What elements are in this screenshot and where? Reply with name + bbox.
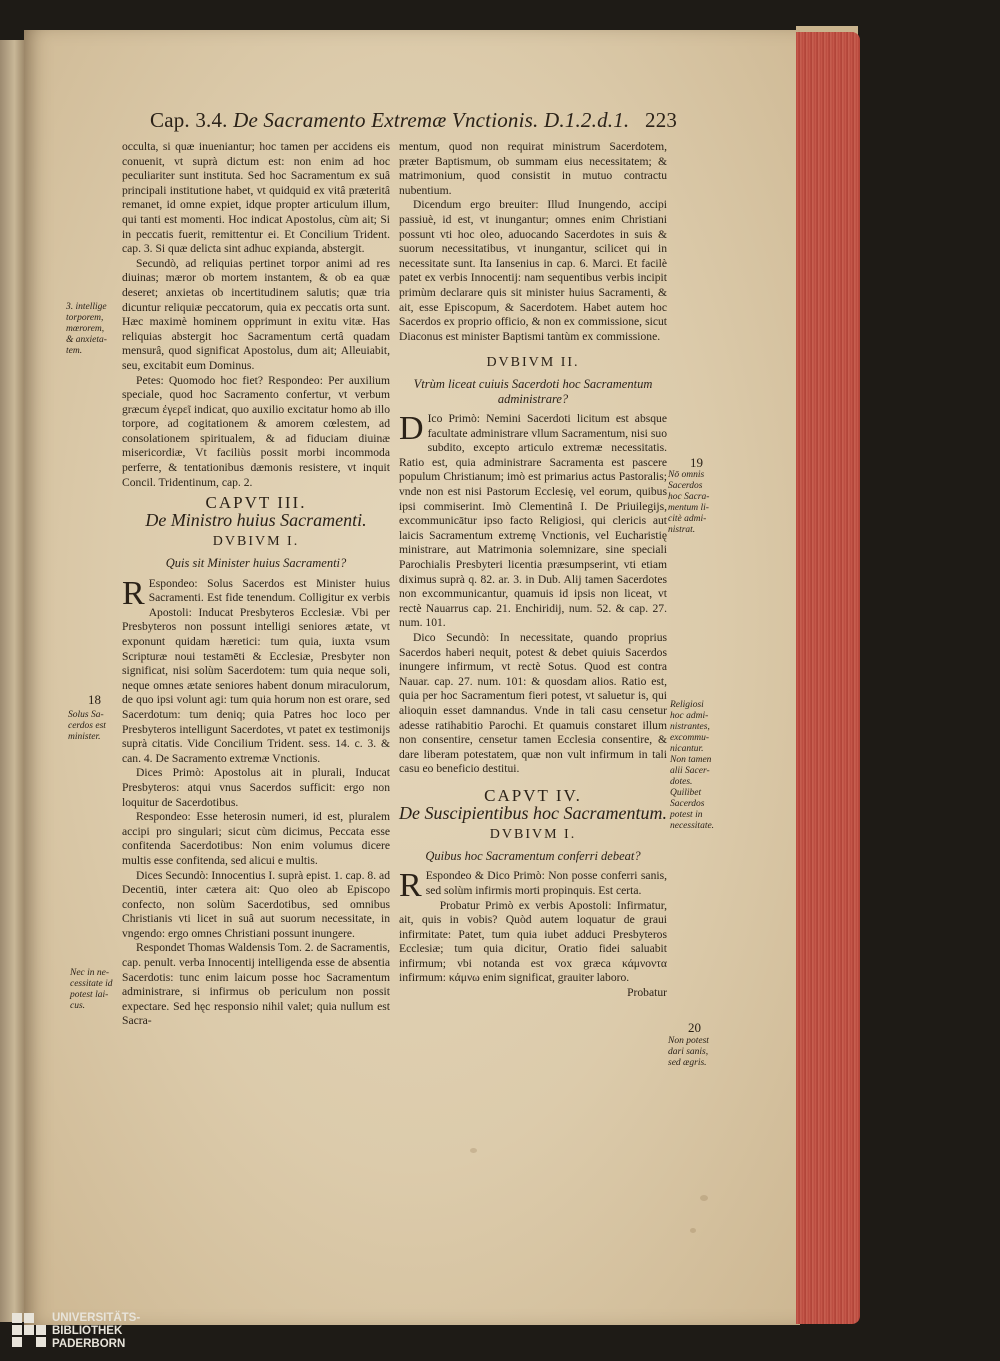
- paragraph: Espondeo & Dico Primò: Non posse conferri sanis, sed solùm infirmis morti propinquis. Est certa.: [425, 869, 667, 897]
- drop-capital: D: [399, 410, 424, 448]
- dubium-heading: DVBIVM I.: [489, 827, 577, 843]
- catchword: Probatur: [627, 986, 667, 1000]
- header-title: De Sacramento Extremæ Vnctionis.: [233, 108, 539, 132]
- chapter-heading: CAPVT III.: [205, 493, 307, 513]
- library-logo-text: [52, 1312, 140, 1351]
- margin-note: Solus Sa- cerdos est minister.: [68, 710, 106, 742]
- paragraph: Secundò, ad reliquias pertinet torpor animi ad res diuinas; mæror ob mortem instantem, & ob ea quæ deseret; anxietas ob incertitudinem salutis; quæ tria dicuntur reliquiæ peccatorum, quia ex peccatis orta sunt. Hæc maximè hominem opprimunt in exitu vitæ. Has reliquias abstergit hoc Sacramentum certâ quadam mensurâ, quod significat Apostolus, dum ait; Alleuiabit, seu, excitabit eum Dominus.: [122, 256, 390, 372]
- paragraph: Dices Secundò: Innocentius I. suprà epist. 1. cap. 8. ad Decentiū, inter cætera ait: Quo oleo ab Episcopo confecto, non solùm Sacerdotibus, sed omnibus Christianis vti licet in suâ aut suorum necessitate, in vngendo: ergo omnes Christiani possunt inungere.: [122, 868, 390, 940]
- paragraph: mentum, quod non requirat ministrum Sacerdotem, præter Baptismum, ob summam eius necessitatem; & matrimonium, quod consistit in mutuo contractu nubentium.: [399, 140, 667, 197]
- left-text-column: [122, 140, 390, 1029]
- paragraph: Petes: Quomodo hoc fiet? Respondeo: Per auxilium speciale, quod hoc Sacramento confertur, vt verbum græcum ἐγερεῖ indicat, quo auxilio excitatur homo ab illo torpore, ad cogitationem & amorem cœlestem, ad consolationem spiritualem, & ad fiduciam diuinæ misericordiæ, Vt faciliùs possit morbi incommoda perferre, & tentationibus dæmonis resistere, vt inquit Concil. Tridentinum, cap. 2.: [122, 373, 390, 489]
- paragraph: Dicendum ergo breuiter: Illud Inungendo, accipi passiuè, id est, vt inungantur; omnes enim Christiani possunt vti hoc oleo, aduocando Sacerdotes in suis & suorum necessitatibus, vt inungantur, scilicet qui in necessitate sunt. Ita Iansenius in cap. 6. Marci. Et facilè patet ex verbis Innocentij: nam sequentibus verbis incipit primùm declarare quis sit minister huius Sacramenti, & ait, esse Episcopum, & Sacerdotem. Habet autem hoc Sacerdos ex proprio officio, & non ex commissione, sicut Diaconus est minister Baptismi tantùm ex commissione.: [399, 198, 667, 343]
- foxing-spot: [700, 1195, 708, 1201]
- question-heading: Quis sit Minister huius Sacramenti?: [165, 556, 347, 571]
- dubium-heading: DVBIVM I.: [212, 534, 300, 550]
- paragraph: Dices Primò: Apostolus ait in plurali, Inducat Presbyteros: atqui vnus Sacerdos sufficit: ergo non loquitur de Sacerdotibus.: [122, 766, 390, 809]
- drop-capital: R: [122, 574, 145, 612]
- question-heading: Vtrùm liceat cuiuis Sacerdoti hoc Sacramentum administrare?: [413, 376, 653, 406]
- right-text-column: [399, 140, 667, 1001]
- margin-note: Nō omnis Sacerdos hoc Sacra- mentum li- citè admi- nistrat.: [668, 470, 710, 535]
- chapter-title: De Ministro huius Sacramenti.: [145, 509, 367, 530]
- paragraph: Respondet Thomas Waldensis Tom. 2. de Sacramentis, cap. penult. verba Innocentij intelligenda esse de absentia Sacerdotis: tunc enim laicum posse hoc Sacramentum administrare, si infirmus ob periculum non possit expectare. Sed hęc responsio nihil valet; quia nullum est Sacra-: [122, 941, 390, 1028]
- margin-note: Nec in ne- cessitate id potest lai- cus.: [70, 968, 113, 1011]
- margin-note: Non potest dari sanis, sed ægris.: [668, 1036, 709, 1068]
- margin-number: 19: [690, 455, 703, 470]
- paragraph: Espondeo: Solus Sacerdos est Minister huius Sacramenti. Est fide tenendum. Colligitur ex verbis Apostoli: Inducat Presbyteros Ecclesiæ. Vbi per Presbyteros non possunt intelligi seniores ætate, vt exponunt quidam hæretici: tum quia, iuxta vsum Scripturæ noui testamēti & Ecclesiæ, Presbyter non significat, nisi solùm Sacerdotem: tum quia neque soli, neque omnes ætate seniores habent donum miraculorum, de quo ipsi volunt agi: tum quia horum non est orare, sed Sacerdotum: tum deniq; quia Patres hoc loco per Presbyteros intelligunt Sacerdotes, vt patet ex testimonijs suprà citatis. Vide Concilium Trident. sess. 14. c. 3. & can. 4. De Sacramento extremæ Vnctionis.: [122, 576, 390, 765]
- chapter-heading: CAPVT IV.: [484, 785, 582, 805]
- logo-line-1: UNIVERSITÄTS-: [52, 1312, 141, 1324]
- foxing-spot: [690, 1228, 696, 1233]
- dubium-heading: DVBIVM II.: [486, 355, 580, 371]
- library-logo: [12, 1311, 172, 1357]
- running-header: [150, 108, 678, 133]
- margin-number: 20: [688, 1020, 701, 1035]
- page-number: 223: [645, 108, 678, 132]
- paragraph: occulta, si quæ inueniantur; hoc tamen per accidens eis conuenit, vt suprà dictum est: non enim ad hoc peculiariter sunt instituta. Sed hoc Sacramentum ex suâ principali institutione habet, vt quidquid ex vitâ præteritâ remanet, id omne expiet, idque propter articulum illum, qui tanti est momenti. Hoc indicat Apostolus, cùm ait; Si in peccatis fuerit, remittentur ei. Et Concilium Trident. cap. 3. Si quæ delicta sint adhuc expianda, abstergit.: [122, 140, 390, 256]
- header-reference: D.1.2.d.1.: [543, 108, 630, 132]
- paragraph: Respondeo: Esse heterosin numeri, id est, pluralem accipi pro singulari; sicut cùm dicimus, Peccata esse confitenda Sacerdotibus: Non enim volumus dicere multis esse confitenda, sed alicui e multis.: [122, 810, 390, 867]
- logo-line-3: PADERBORN: [52, 1338, 126, 1350]
- header-chapter: Cap. 3.4.: [150, 108, 228, 132]
- red-page-edges: [796, 32, 860, 1324]
- paragraph: Dico Secundò: In necessitate, quando proprius Sacerdos haberi nequit, potest & debet quiuis Sacerdos inungere infirmum, vt rectè Sotus. Quod est contra Nauar. cap. 27. num. 101: & quosdam alios. Ratio est, quia per hoc Sacramentum fieri potest, vt saluetur is, qui alioquin esset damnandus. Vnde in tali casu censetur adesse ratihabitio Parochi. Et quamuis constaret illum non consentire, censetur tamen Ecclesia consentire, & dare liberam potestatem, quæ non vult infirmum in tali casu eo beneficio destitui.: [399, 631, 667, 776]
- question-heading: Quibus hoc Sacramentum conferri debeat?: [425, 848, 641, 863]
- logo-line-2: BIBLIOTHEK: [52, 1325, 123, 1337]
- chapter-title: De Suscipientibus hoc Sacramentum.: [399, 802, 667, 823]
- margin-note: 3. intellige torporem, mœrorem, & anxieta- tem.: [66, 302, 107, 356]
- library-logo-icon: [12, 1313, 46, 1351]
- facing-page-edge: [0, 40, 24, 1322]
- paragraph: Probatur Primò ex verbis Apostoli: Infirmatur, ait, quis in vobis? Quòd autem loquatur de graui infirmitate: Patet, tum quia iubet adduci Presbyteros Ecclesiæ; tum quia dicitur, Oratio fidei saluabit infirmum; vbi notanda est vox græca κάμνοντα infirmum: κάμνω enim significat, grauiter laboro.: [399, 898, 667, 985]
- paragraph: Ico Primò: Nemini Sacerdoti licitum est absque facultate administrare vllum Sacramentum, nisi suo subdito, excepto articulo extremæ necessitatis. Ratio est, quia administrare Sacramenta est pascere populum Christianum; imò est primarius actus Pastoralis; vnde non est nisi Pastorum Ecclesię, vel eorum, quibus ipsi commiserint. Imò Clementinâ I. De Priuilegijs, excommunicātur ipso facto Religiosi, qui clericis aut laicis Sacramentum extremę Vnctionis, vel Eucharistię ministrare, aut Matrimonia solemnizare, sine speciali Parochialis Presbyteri licentia præsumpserint, vti etiam diximus suprà q. 82. ar. 3. in Dub. Alij tamen Sacerdotes non excommunicantur, quamuis id ipsis non liceat, vt rectè Nauarrus cap. 21. Enchiridij, num. 52. & cap. 27. num. 101.: [399, 412, 667, 630]
- margin-number: 18: [88, 692, 101, 707]
- margin-note: Religiosi hoc admi- nistrantes, excommu- nicantur. Non tamen alii Sacer- dotes. Quilibet Sacerdos potest in necessitate.: [670, 700, 715, 831]
- drop-capital: R: [399, 867, 422, 905]
- foxing-spot: [470, 1148, 477, 1153]
